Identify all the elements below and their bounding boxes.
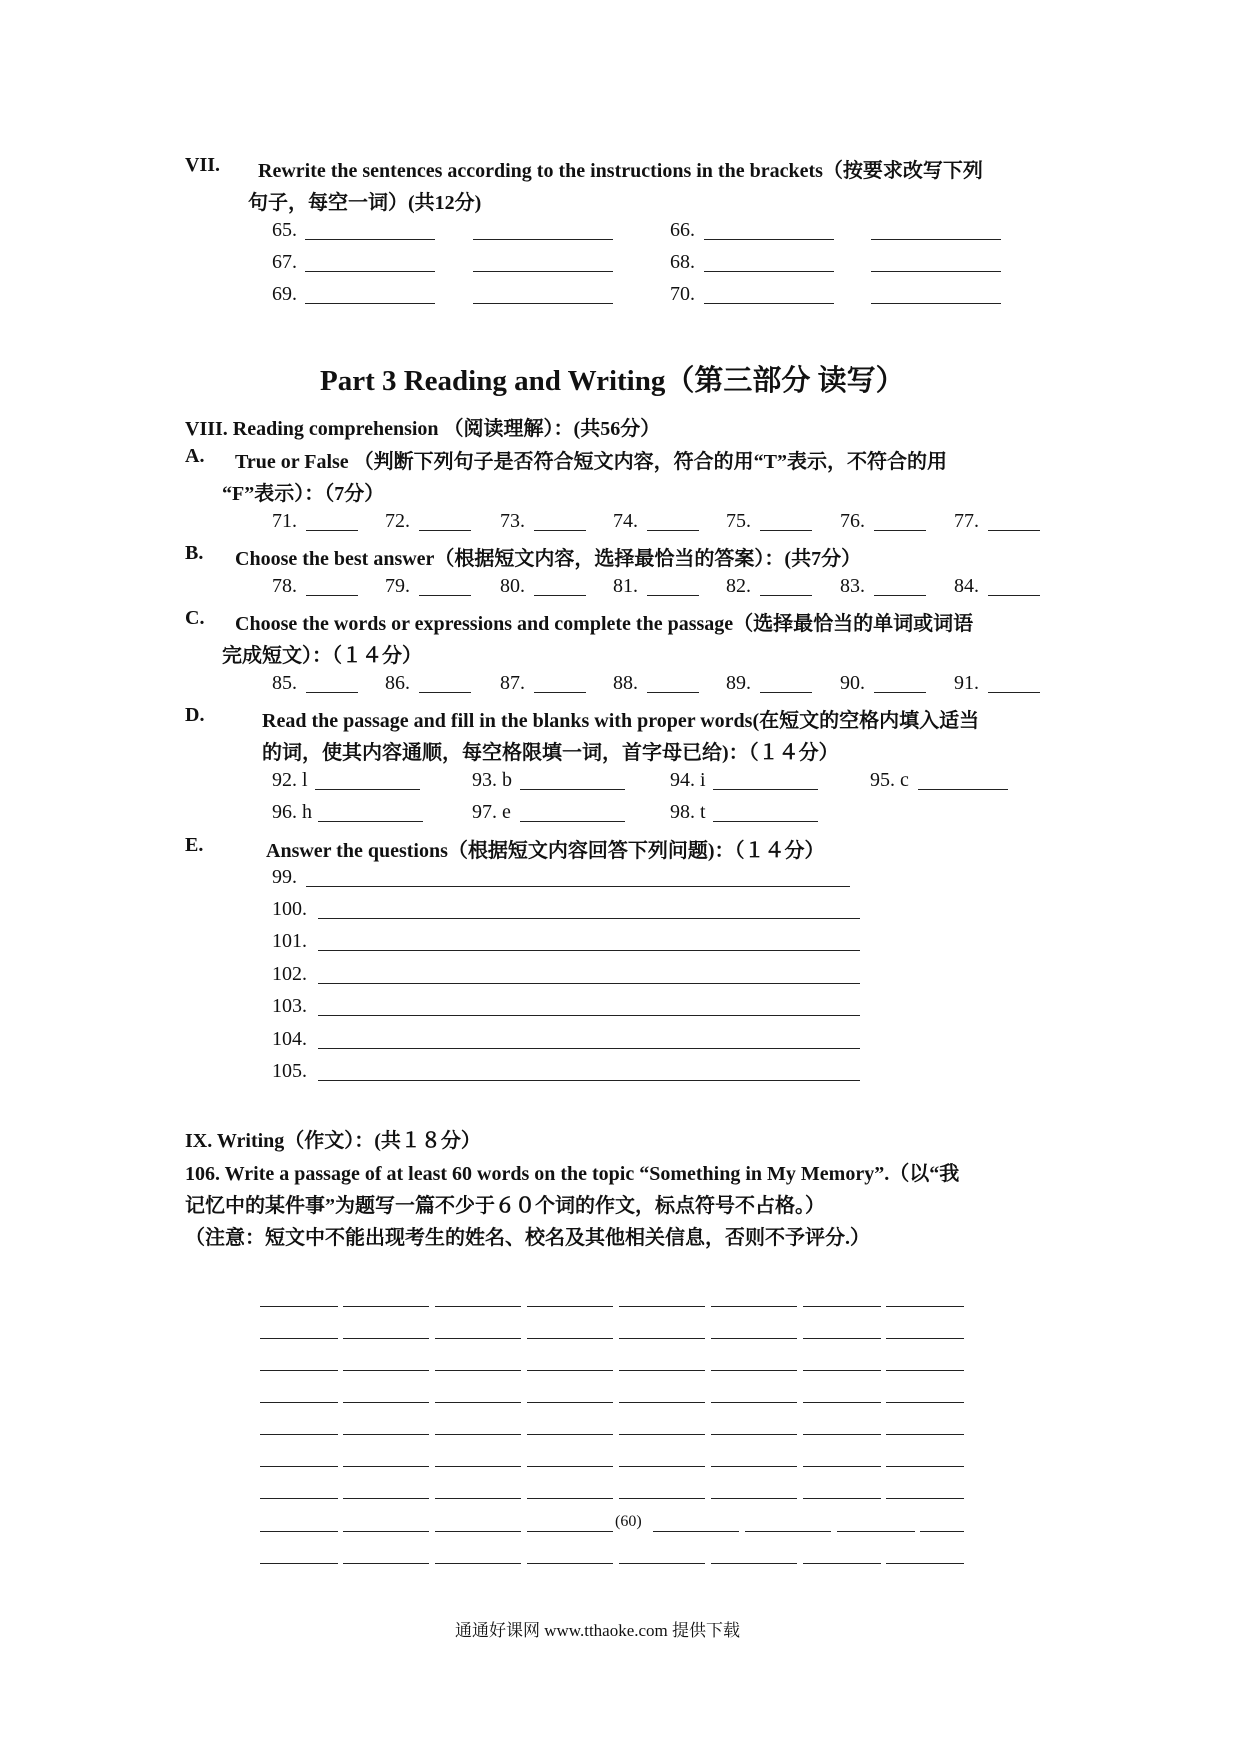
item-68-blank-2[interactable] (871, 271, 1001, 272)
subsection-d-line1: Read the passage and fill in the blanks with proper words(在短文的空格内填入适当 (262, 710, 980, 732)
item-67-blank-2[interactable] (473, 271, 613, 272)
subsection-d-letter: D. (185, 704, 205, 726)
item-67-label: 67. (272, 251, 297, 273)
item-74-label: 74. (613, 510, 638, 532)
writing-cell[interactable] (343, 1338, 429, 1339)
writing-cell[interactable] (527, 1531, 613, 1532)
item-80-label: 80. (500, 575, 525, 597)
writing-cell[interactable] (619, 1563, 705, 1564)
item-69-blank-2[interactable] (473, 303, 613, 304)
item-70-blank-2[interactable] (871, 303, 1001, 304)
writing-cell[interactable] (619, 1498, 705, 1499)
writing-note: （注意：短文中不能出现考生的姓名、校名及其他相关信息，否则不予评分.） (185, 1227, 870, 1249)
writing-cell[interactable] (435, 1563, 521, 1564)
item-75-blank[interactable] (760, 530, 812, 531)
item-69-blank-1[interactable] (305, 303, 435, 304)
item-73-label: 73. (500, 510, 525, 532)
writing-cell[interactable] (711, 1370, 797, 1371)
writing-cell[interactable] (653, 1531, 739, 1532)
writing-cell[interactable] (803, 1338, 881, 1339)
item-66-blank-1[interactable] (704, 239, 834, 240)
item-87-label: 87. (500, 672, 525, 694)
item-78-label: 78. (272, 575, 297, 597)
item-93-label: 93. b (472, 769, 512, 791)
writing-cell[interactable] (803, 1434, 881, 1435)
item-86-label: 86. (385, 672, 410, 694)
writing-cell[interactable] (803, 1402, 881, 1403)
item-89-label: 89. (726, 672, 751, 694)
writing-cell[interactable] (260, 1466, 338, 1467)
writing-cell[interactable] (711, 1434, 797, 1435)
writing-cell[interactable] (619, 1466, 705, 1467)
writing-cell[interactable] (260, 1563, 338, 1564)
writing-cell[interactable] (260, 1338, 338, 1339)
writing-cell[interactable] (803, 1466, 881, 1467)
subsection-d-line2: 的词，使其内容通顺，每空格限填一词，首字母已给)：（１４分） (262, 742, 839, 764)
item-85-blank[interactable] (306, 692, 358, 693)
item-88-label: 88. (613, 672, 638, 694)
writing-cell[interactable] (435, 1338, 521, 1339)
item-96-label: 96. h (272, 801, 312, 823)
writing-cell[interactable] (803, 1306, 881, 1307)
item-71-label: 71. (272, 510, 297, 532)
writing-cell[interactable] (527, 1466, 613, 1467)
item-97-blank[interactable] (520, 821, 625, 822)
writing-cell[interactable] (435, 1402, 521, 1403)
item-69-label: 69. (272, 283, 297, 305)
section-9-heading: IX. Writing（作文）：(共１８分） (185, 1130, 481, 1152)
item-100-line[interactable] (318, 918, 860, 919)
item-99-label: 99. (272, 866, 297, 888)
writing-cell[interactable] (886, 1306, 964, 1307)
item-98-blank[interactable] (713, 821, 818, 822)
item-85-label: 85. (272, 672, 297, 694)
item-81-blank[interactable] (647, 595, 699, 596)
item-66-label: 66. (670, 219, 695, 241)
writing-prompt-line1: 106. Write a passage of at least 60 words on the topic “Something in My Memory”.（以“我 (185, 1163, 960, 1185)
item-101-line[interactable] (318, 950, 860, 951)
item-90-blank[interactable] (874, 692, 926, 693)
section-7-instruction-line1: Rewrite the sentences according to the instructions in the brackets（按要求改写下列 (258, 160, 983, 182)
item-92-blank[interactable] (315, 789, 420, 790)
item-80-blank[interactable] (534, 595, 586, 596)
item-94-blank[interactable] (713, 789, 818, 790)
writing-cell[interactable] (343, 1402, 429, 1403)
item-82-label: 82. (726, 575, 751, 597)
item-74-blank[interactable] (647, 530, 699, 531)
item-87-blank[interactable] (534, 692, 586, 693)
item-81-label: 81. (613, 575, 638, 597)
writing-cell[interactable] (343, 1563, 429, 1564)
item-102-label: 102. (272, 963, 307, 985)
item-103-line[interactable] (318, 1015, 860, 1016)
item-66-blank-2[interactable] (871, 239, 1001, 240)
writing-cell[interactable] (886, 1402, 964, 1403)
section-7-instruction-line2: 句子，每空一词）(共12分) (248, 192, 482, 214)
item-70-label: 70. (670, 283, 695, 305)
writing-cell[interactable] (527, 1498, 613, 1499)
item-77-label: 77. (954, 510, 979, 532)
item-98-label: 98. t (670, 801, 706, 823)
item-103-label: 103. (272, 995, 307, 1017)
item-102-line[interactable] (318, 983, 860, 984)
item-105-label: 105. (272, 1060, 307, 1082)
item-76-label: 76. (840, 510, 865, 532)
writing-cell[interactable] (260, 1434, 338, 1435)
subsection-a-line2: “F”表示）：（7分） (222, 483, 385, 505)
writing-cell[interactable] (837, 1531, 915, 1532)
writing-cell[interactable] (803, 1563, 881, 1564)
item-65-label: 65. (272, 219, 297, 241)
writing-cell[interactable] (435, 1531, 521, 1532)
writing-cell[interactable] (435, 1370, 521, 1371)
writing-cell[interactable] (711, 1466, 797, 1467)
item-93-blank[interactable] (520, 789, 625, 790)
writing-cell[interactable] (711, 1563, 797, 1564)
subsection-c-line1: Choose the words or expressions and complete the passage（选择最恰当的单词或词语 (235, 613, 974, 635)
writing-cell[interactable] (619, 1434, 705, 1435)
item-82-blank[interactable] (760, 595, 812, 596)
item-84-blank[interactable] (988, 595, 1040, 596)
writing-cell[interactable] (343, 1434, 429, 1435)
writing-cell[interactable] (343, 1370, 429, 1371)
item-65-blank-2[interactable] (473, 239, 613, 240)
item-100-label: 100. (272, 898, 307, 920)
item-79-label: 79. (385, 575, 410, 597)
item-86-blank[interactable] (419, 692, 471, 693)
writing-cell[interactable] (920, 1531, 964, 1532)
writing-cell[interactable] (711, 1306, 797, 1307)
writing-cell[interactable] (619, 1402, 705, 1403)
writing-cell[interactable] (527, 1306, 613, 1307)
writing-cell[interactable] (745, 1531, 831, 1532)
item-105-line[interactable] (318, 1080, 860, 1081)
item-104-line[interactable] (318, 1048, 860, 1049)
writing-cell[interactable] (343, 1466, 429, 1467)
writing-cell[interactable] (527, 1338, 613, 1339)
item-73-blank[interactable] (534, 530, 586, 531)
item-99-line[interactable] (306, 886, 850, 887)
item-94-label: 94. i (670, 769, 706, 791)
writing-cell[interactable] (803, 1498, 881, 1499)
footer-credit: 通通好课网 www.tthaoke.com 提供下载 (455, 1621, 741, 1640)
section-7-number: VII. (185, 154, 221, 176)
section-8-heading: VIII. Reading comprehension （阅读理解）：(共56分） (185, 418, 661, 440)
writing-cell[interactable] (343, 1531, 429, 1532)
writing-cell[interactable] (886, 1338, 964, 1339)
writing-cell[interactable] (260, 1498, 338, 1499)
subsection-c-letter: C. (185, 607, 205, 629)
item-104-label: 104. (272, 1028, 307, 1050)
writing-cell[interactable] (435, 1466, 521, 1467)
subsection-a-line1: True or False （判断下列句子是否符合短文内容，符合的用“T”表示，不符合的用 (235, 451, 948, 473)
item-79-blank[interactable] (419, 595, 471, 596)
item-101-label: 101. (272, 930, 307, 952)
item-76-blank[interactable] (874, 530, 926, 531)
writing-cell[interactable] (711, 1402, 797, 1403)
item-95-blank[interactable] (918, 789, 1008, 790)
item-65-blank-1[interactable] (305, 239, 435, 240)
item-88-blank[interactable] (647, 692, 699, 693)
subsection-a-letter: A. (185, 445, 205, 467)
item-84-label: 84. (954, 575, 979, 597)
item-70-blank-1[interactable] (704, 303, 834, 304)
writing-cell[interactable] (435, 1434, 521, 1435)
item-95-label: 95. c (870, 769, 909, 791)
writing-cell[interactable] (886, 1498, 964, 1499)
writing-cell[interactable] (260, 1531, 338, 1532)
item-91-label: 91. (954, 672, 979, 694)
item-77-blank[interactable] (988, 530, 1040, 531)
writing-cell[interactable] (343, 1498, 429, 1499)
writing-cell[interactable] (527, 1434, 613, 1435)
item-72-blank[interactable] (419, 530, 471, 531)
subsection-b-line1: Choose the best answer（根据短文内容，选择最恰当的答案）：(共7分） (235, 548, 862, 570)
word-count-marker: (60) (615, 1513, 642, 1530)
item-71-blank[interactable] (306, 530, 358, 531)
writing-cell[interactable] (260, 1306, 338, 1307)
writing-cell[interactable] (886, 1466, 964, 1467)
writing-cell[interactable] (711, 1338, 797, 1339)
item-72-label: 72. (385, 510, 410, 532)
item-91-blank[interactable] (988, 692, 1040, 693)
item-96-blank[interactable] (318, 821, 423, 822)
writing-cell[interactable] (886, 1370, 964, 1371)
item-75-label: 75. (726, 510, 751, 532)
writing-cell[interactable] (435, 1498, 521, 1499)
writing-cell[interactable] (619, 1370, 705, 1371)
item-78-blank[interactable] (306, 595, 358, 596)
item-97-label: 97. e (472, 801, 511, 823)
subsection-b-letter: B. (185, 542, 204, 564)
writing-cell[interactable] (260, 1402, 338, 1403)
writing-cell[interactable] (343, 1306, 429, 1307)
writing-cell[interactable] (619, 1338, 705, 1339)
writing-cell[interactable] (527, 1563, 613, 1564)
writing-cell[interactable] (435, 1306, 521, 1307)
item-68-blank-1[interactable] (704, 271, 834, 272)
writing-cell[interactable] (527, 1370, 613, 1371)
item-68-label: 68. (670, 251, 695, 273)
writing-cell[interactable] (803, 1370, 881, 1371)
writing-cell[interactable] (711, 1498, 797, 1499)
item-90-label: 90. (840, 672, 865, 694)
writing-cell[interactable] (260, 1370, 338, 1371)
writing-cell[interactable] (527, 1402, 613, 1403)
subsection-e-letter: E. (185, 834, 204, 856)
item-92-label: 92. l (272, 769, 308, 791)
item-83-blank[interactable] (874, 595, 926, 596)
subsection-e-line1: Answer the questions（根据短文内容回答下列问题)：（１４分） (266, 840, 825, 862)
writing-prompt-line2: 记忆中的某件事”为题写一篇不少于６０个词的作文，标点符号不占格。） (185, 1195, 825, 1217)
item-89-blank[interactable] (760, 692, 812, 693)
item-67-blank-1[interactable] (305, 271, 435, 272)
item-83-label: 83. (840, 575, 865, 597)
writing-cell[interactable] (886, 1434, 964, 1435)
writing-cell[interactable] (619, 1306, 705, 1307)
subsection-c-line2: 完成短文）：（１４分） (222, 645, 422, 667)
writing-cell[interactable] (886, 1563, 964, 1564)
part-3-title: Part 3 Reading and Writing（第三部分 读写） (320, 365, 905, 397)
